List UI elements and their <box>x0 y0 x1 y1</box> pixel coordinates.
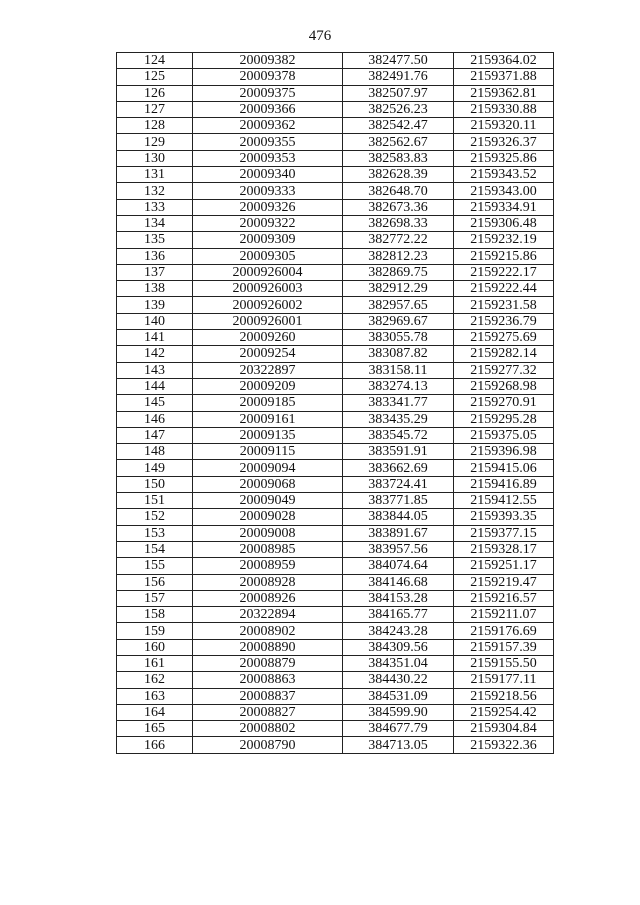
point-number-cell: 154 <box>117 541 193 557</box>
point-id-cell: 20008802 <box>193 721 343 737</box>
table-row <box>117 362 554 378</box>
point-number-cell: 156 <box>117 574 193 590</box>
x-coordinate-cell: 382628.39 <box>343 167 454 183</box>
y-coordinate-cell: 2159254.42 <box>454 704 554 720</box>
y-coordinate-cell: 2159325.86 <box>454 150 554 166</box>
x-coordinate-cell: 382542.47 <box>343 118 454 134</box>
table-row <box>117 101 554 117</box>
x-coordinate-cell: 383662.69 <box>343 460 454 476</box>
point-number-cell: 155 <box>117 558 193 574</box>
table-row <box>117 167 554 183</box>
table-row <box>117 721 554 737</box>
point-number-cell: 160 <box>117 639 193 655</box>
table-row <box>117 134 554 150</box>
x-coordinate-cell: 383087.82 <box>343 346 454 362</box>
point-number-cell: 130 <box>117 150 193 166</box>
point-number-cell: 124 <box>117 53 193 69</box>
table-row <box>117 150 554 166</box>
point-id-cell: 20009008 <box>193 525 343 541</box>
x-coordinate-cell: 384243.28 <box>343 623 454 639</box>
page-number: 476 <box>308 28 332 44</box>
table-row <box>117 460 554 476</box>
y-coordinate-cell: 2159215.86 <box>454 248 554 264</box>
coordinates-table <box>116 52 554 754</box>
x-coordinate-cell: 383274.13 <box>343 378 454 394</box>
y-coordinate-cell: 2159236.79 <box>454 313 554 329</box>
point-number-cell: 150 <box>117 476 193 492</box>
point-id-cell: 20009068 <box>193 476 343 492</box>
y-coordinate-cell: 2159222.44 <box>454 281 554 297</box>
point-number-cell: 145 <box>117 395 193 411</box>
point-number-cell: 157 <box>117 590 193 606</box>
y-coordinate-cell: 2159416.89 <box>454 476 554 492</box>
x-coordinate-cell: 382648.70 <box>343 183 454 199</box>
table-row <box>117 493 554 509</box>
x-coordinate-cell: 384531.09 <box>343 688 454 704</box>
x-coordinate-cell: 384599.90 <box>343 704 454 720</box>
x-coordinate-cell: 382673.36 <box>343 199 454 215</box>
table-row <box>117 704 554 720</box>
x-coordinate-cell: 383891.67 <box>343 525 454 541</box>
y-coordinate-cell: 2159295.28 <box>454 411 554 427</box>
point-id-cell: 20008890 <box>193 639 343 655</box>
y-coordinate-cell: 2159304.84 <box>454 721 554 737</box>
x-coordinate-cell: 383158.11 <box>343 362 454 378</box>
point-number-cell: 165 <box>117 721 193 737</box>
y-coordinate-cell: 2159270.91 <box>454 395 554 411</box>
point-id-cell: 20009382 <box>193 53 343 69</box>
x-coordinate-cell: 384713.05 <box>343 737 454 753</box>
y-coordinate-cell: 2159334.91 <box>454 199 554 215</box>
point-number-cell: 127 <box>117 101 193 117</box>
point-number-cell: 142 <box>117 346 193 362</box>
point-id-cell: 20009209 <box>193 378 343 394</box>
point-number-cell: 125 <box>117 69 193 85</box>
x-coordinate-cell: 384153.28 <box>343 590 454 606</box>
y-coordinate-cell: 2159275.69 <box>454 330 554 346</box>
point-id-cell: 20009362 <box>193 118 343 134</box>
table-row <box>117 476 554 492</box>
point-id-cell: 2000926003 <box>193 281 343 297</box>
x-coordinate-cell: 383055.78 <box>343 330 454 346</box>
y-coordinate-cell: 2159157.39 <box>454 639 554 655</box>
y-coordinate-cell: 2159176.69 <box>454 623 554 639</box>
point-number-cell: 144 <box>117 378 193 394</box>
table-row <box>117 232 554 248</box>
table-row <box>117 118 554 134</box>
point-id-cell: 20009375 <box>193 85 343 101</box>
table-row <box>117 281 554 297</box>
x-coordinate-cell: 382912.29 <box>343 281 454 297</box>
x-coordinate-cell: 382491.76 <box>343 69 454 85</box>
table-row <box>117 639 554 655</box>
x-coordinate-cell: 382698.33 <box>343 215 454 231</box>
point-id-cell: 20009353 <box>193 150 343 166</box>
y-coordinate-cell: 2159343.00 <box>454 183 554 199</box>
y-coordinate-cell: 2159371.88 <box>454 69 554 85</box>
x-coordinate-cell: 384430.22 <box>343 672 454 688</box>
point-number-cell: 162 <box>117 672 193 688</box>
x-coordinate-cell: 383591.91 <box>343 444 454 460</box>
point-id-cell: 20009049 <box>193 493 343 509</box>
table-row <box>117 607 554 623</box>
table-row <box>117 590 554 606</box>
y-coordinate-cell: 2159231.58 <box>454 297 554 313</box>
point-number-cell: 151 <box>117 493 193 509</box>
x-coordinate-cell: 383435.29 <box>343 411 454 427</box>
point-id-cell: 20009254 <box>193 346 343 362</box>
point-number-cell: 136 <box>117 248 193 264</box>
point-id-cell: 20009260 <box>193 330 343 346</box>
table-row <box>117 85 554 101</box>
y-coordinate-cell: 2159177.11 <box>454 672 554 688</box>
table-row <box>117 199 554 215</box>
y-coordinate-cell: 2159211.07 <box>454 607 554 623</box>
point-number-cell: 128 <box>117 118 193 134</box>
y-coordinate-cell: 2159282.14 <box>454 346 554 362</box>
point-number-cell: 143 <box>117 362 193 378</box>
point-id-cell: 20009333 <box>193 183 343 199</box>
y-coordinate-cell: 2159412.55 <box>454 493 554 509</box>
table-row <box>117 313 554 329</box>
y-coordinate-cell: 2159328.17 <box>454 541 554 557</box>
point-id-cell: 20008827 <box>193 704 343 720</box>
y-coordinate-cell: 2159216.57 <box>454 590 554 606</box>
table-row <box>117 509 554 525</box>
table-row <box>117 737 554 753</box>
point-number-cell: 163 <box>117 688 193 704</box>
x-coordinate-cell: 382812.23 <box>343 248 454 264</box>
point-number-cell: 164 <box>117 704 193 720</box>
x-coordinate-cell: 384677.79 <box>343 721 454 737</box>
x-coordinate-cell: 382562.67 <box>343 134 454 150</box>
y-coordinate-cell: 2159277.32 <box>454 362 554 378</box>
point-number-cell: 153 <box>117 525 193 541</box>
x-coordinate-cell: 383724.41 <box>343 476 454 492</box>
y-coordinate-cell: 2159218.56 <box>454 688 554 704</box>
point-id-cell: 20009309 <box>193 232 343 248</box>
table-row <box>117 395 554 411</box>
point-id-cell: 20008928 <box>193 574 343 590</box>
point-id-cell: 20008790 <box>193 737 343 753</box>
point-id-cell: 20008837 <box>193 688 343 704</box>
x-coordinate-cell: 382957.65 <box>343 297 454 313</box>
table-row <box>117 248 554 264</box>
point-id-cell: 20009028 <box>193 509 343 525</box>
x-coordinate-cell: 384309.56 <box>343 639 454 655</box>
table-row <box>117 444 554 460</box>
point-number-cell: 135 <box>117 232 193 248</box>
point-id-cell: 2000926004 <box>193 264 343 280</box>
table-row <box>117 297 554 313</box>
point-id-cell: 20008902 <box>193 623 343 639</box>
point-number-cell: 139 <box>117 297 193 313</box>
x-coordinate-cell: 384146.68 <box>343 574 454 590</box>
table-row <box>117 53 554 69</box>
point-id-cell: 20009094 <box>193 460 343 476</box>
y-coordinate-cell: 2159232.19 <box>454 232 554 248</box>
y-coordinate-cell: 2159375.05 <box>454 427 554 443</box>
x-coordinate-cell: 382869.75 <box>343 264 454 280</box>
y-coordinate-cell: 2159377.15 <box>454 525 554 541</box>
point-number-cell: 131 <box>117 167 193 183</box>
table-row <box>117 672 554 688</box>
y-coordinate-cell: 2159343.52 <box>454 167 554 183</box>
x-coordinate-cell: 383341.77 <box>343 395 454 411</box>
x-coordinate-cell: 382477.50 <box>343 53 454 69</box>
table-row <box>117 69 554 85</box>
y-coordinate-cell: 2159268.98 <box>454 378 554 394</box>
point-id-cell: 20009135 <box>193 427 343 443</box>
y-coordinate-cell: 2159330.88 <box>454 101 554 117</box>
x-coordinate-cell: 383844.05 <box>343 509 454 525</box>
y-coordinate-cell: 2159415.06 <box>454 460 554 476</box>
point-number-cell: 141 <box>117 330 193 346</box>
point-number-cell: 137 <box>117 264 193 280</box>
y-coordinate-cell: 2159155.50 <box>454 655 554 671</box>
table-row <box>117 574 554 590</box>
table-row <box>117 183 554 199</box>
table-row <box>117 346 554 362</box>
table-row <box>117 623 554 639</box>
point-number-cell: 149 <box>117 460 193 476</box>
y-coordinate-cell: 2159364.02 <box>454 53 554 69</box>
point-id-cell: 20009340 <box>193 167 343 183</box>
point-number-cell: 152 <box>117 509 193 525</box>
x-coordinate-cell: 382772.22 <box>343 232 454 248</box>
point-number-cell: 133 <box>117 199 193 215</box>
table-row <box>117 330 554 346</box>
x-coordinate-cell: 382969.67 <box>343 313 454 329</box>
table-row <box>117 378 554 394</box>
point-number-cell: 166 <box>117 737 193 753</box>
table-row <box>117 688 554 704</box>
point-number-cell: 161 <box>117 655 193 671</box>
table-row <box>117 541 554 557</box>
table-row <box>117 215 554 231</box>
table-row <box>117 427 554 443</box>
point-number-cell: 126 <box>117 85 193 101</box>
point-id-cell: 20009355 <box>193 134 343 150</box>
table-row <box>117 411 554 427</box>
point-id-cell: 2000926001 <box>193 313 343 329</box>
point-number-cell: 129 <box>117 134 193 150</box>
point-number-cell: 132 <box>117 183 193 199</box>
x-coordinate-cell: 384074.64 <box>343 558 454 574</box>
y-coordinate-cell: 2159326.37 <box>454 134 554 150</box>
point-id-cell: 20322894 <box>193 607 343 623</box>
x-coordinate-cell: 383545.72 <box>343 427 454 443</box>
point-id-cell: 20009185 <box>193 395 343 411</box>
point-id-cell: 20008959 <box>193 558 343 574</box>
point-id-cell: 20009326 <box>193 199 343 215</box>
x-coordinate-cell: 382507.97 <box>343 85 454 101</box>
point-id-cell: 20008985 <box>193 541 343 557</box>
point-number-cell: 140 <box>117 313 193 329</box>
point-id-cell: 20009115 <box>193 444 343 460</box>
y-coordinate-cell: 2159362.81 <box>454 85 554 101</box>
y-coordinate-cell: 2159393.35 <box>454 509 554 525</box>
table-row <box>117 558 554 574</box>
x-coordinate-cell: 382526.23 <box>343 101 454 117</box>
point-number-cell: 158 <box>117 607 193 623</box>
point-number-cell: 134 <box>117 215 193 231</box>
y-coordinate-cell: 2159396.98 <box>454 444 554 460</box>
point-id-cell: 20322897 <box>193 362 343 378</box>
point-number-cell: 159 <box>117 623 193 639</box>
point-id-cell: 2000926002 <box>193 297 343 313</box>
x-coordinate-cell: 382583.83 <box>343 150 454 166</box>
table-row <box>117 525 554 541</box>
point-number-cell: 147 <box>117 427 193 443</box>
point-id-cell: 20008926 <box>193 590 343 606</box>
x-coordinate-cell: 383957.56 <box>343 541 454 557</box>
point-id-cell: 20009322 <box>193 215 343 231</box>
point-id-cell: 20009305 <box>193 248 343 264</box>
point-id-cell: 20009378 <box>193 69 343 85</box>
table-row <box>117 264 554 280</box>
y-coordinate-cell: 2159322.36 <box>454 737 554 753</box>
y-coordinate-cell: 2159251.17 <box>454 558 554 574</box>
y-coordinate-cell: 2159222.17 <box>454 264 554 280</box>
x-coordinate-cell: 384351.04 <box>343 655 454 671</box>
x-coordinate-cell: 383771.85 <box>343 493 454 509</box>
point-id-cell: 20008879 <box>193 655 343 671</box>
y-coordinate-cell: 2159320.11 <box>454 118 554 134</box>
y-coordinate-cell: 2159219.47 <box>454 574 554 590</box>
coordinates-table-body <box>117 53 554 754</box>
point-number-cell: 148 <box>117 444 193 460</box>
table-row <box>117 655 554 671</box>
point-id-cell: 20009366 <box>193 101 343 117</box>
point-id-cell: 20009161 <box>193 411 343 427</box>
point-id-cell: 20008863 <box>193 672 343 688</box>
point-number-cell: 138 <box>117 281 193 297</box>
x-coordinate-cell: 384165.77 <box>343 607 454 623</box>
point-number-cell: 146 <box>117 411 193 427</box>
y-coordinate-cell: 2159306.48 <box>454 215 554 231</box>
